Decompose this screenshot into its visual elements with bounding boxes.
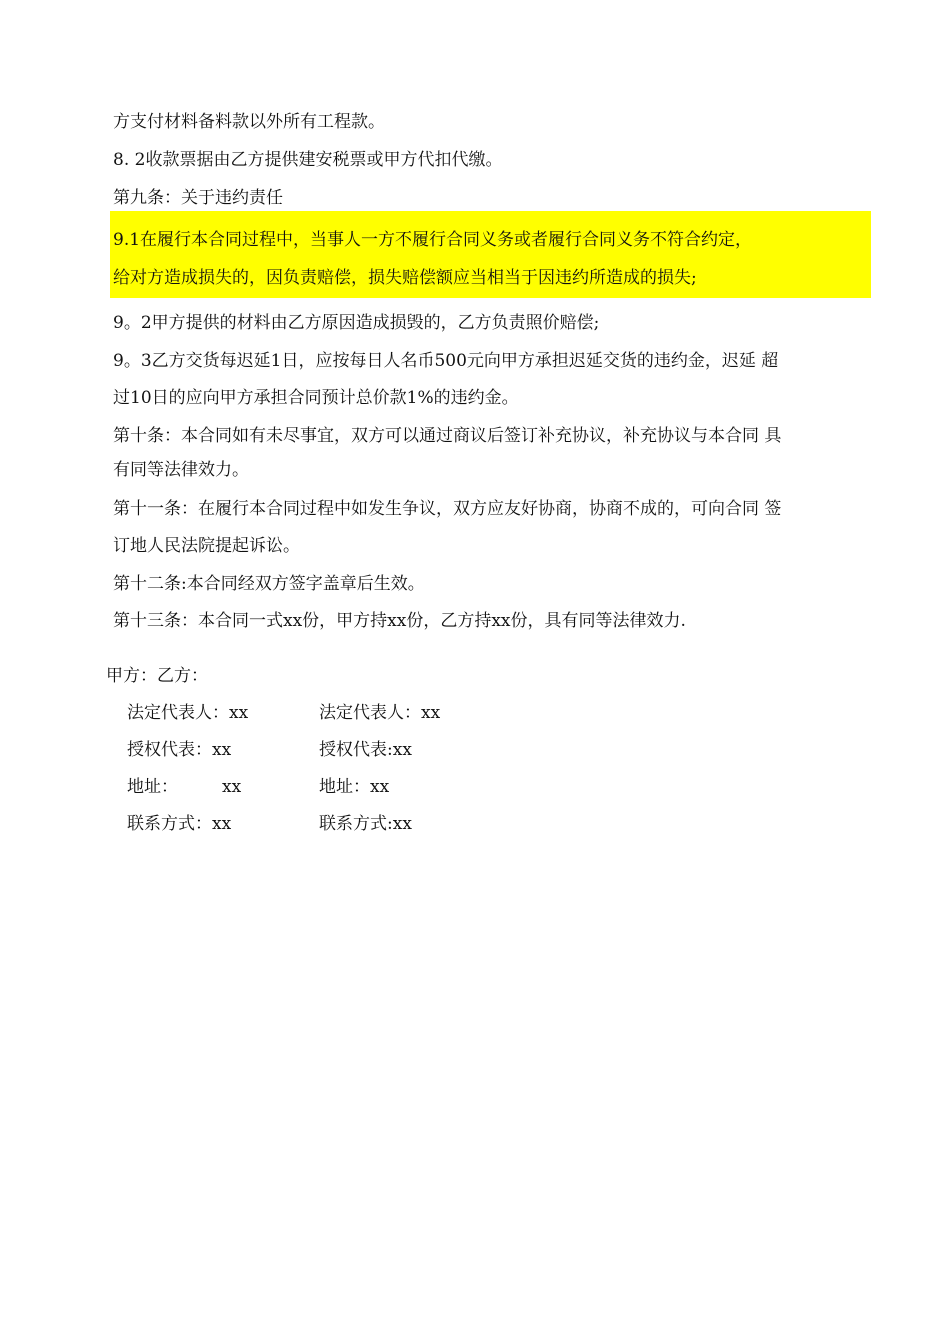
clause-9-1-line-1: 9.1在履行本合同过程中，当事人一方不履行合同义务或者履行合同义务不符合约定， (113, 230, 753, 250)
article-11-line-2: 订地人民法院提起诉讼。 (113, 536, 300, 556)
address-label-party-a: 地址： (127, 777, 178, 797)
authorized-rep-party-a: 授权代表：xx (127, 740, 232, 760)
address-party-b: 地址：xx (319, 777, 390, 797)
contact-party-a: 联系方式：xx (127, 814, 232, 834)
article-10-line-1: 第十条：本合同如有未尽事宜，双方可以通过商议后签订补充协议，补充协议与本合同 具 (113, 426, 782, 446)
article-9-heading: 第九条：关于违约责任 (113, 188, 283, 208)
article-11-line-1: 第十一条：在履行本合同过程中如发生争议，双方应友好协商，协商不成的，可向合同 签 (113, 499, 782, 519)
clause-9-1-line-2: 给对方造成损失的，因负责赔偿，损失赔偿额应当相当于因违约所造成的损失; (113, 268, 697, 288)
signature-parties: 甲方：乙方： (106, 666, 208, 686)
clause-9-3-line-1: 9。3乙方交货每迟延1日，应按每日人名币500元向甲方承担迟延交货的违约金，迟延 超 (113, 351, 779, 371)
highlighted-clause-9-1 (110, 211, 871, 298)
article-10-line-2: 有同等法律效力。 (113, 460, 249, 480)
clause-9-2: 9。2甲方提供的材料由乙方原因造成损毁的，乙方负责照价赔偿; (113, 313, 600, 333)
authorized-rep-party-b: 授权代表:xx (319, 740, 412, 760)
address-value-party-a: xx (222, 777, 242, 797)
text-line-payment: 方支付材料备料款以外所有工程款。 (113, 112, 385, 132)
legal-rep-party-b: 法定代表人：xx (319, 703, 441, 723)
clause-9-3-line-2: 过10日的应向甲方承担合同预计总价款1%的违约金。 (113, 388, 519, 408)
contact-party-b: 联系方式:xx (319, 814, 412, 834)
article-13: 第十三条：本合同一式xx份，甲方持xx份，乙方持xx份，具有同等法律效力. (113, 611, 686, 631)
legal-rep-party-a: 法定代表人：xx (127, 703, 249, 723)
clause-8-2: 8. 2收款票据由乙方提供建安税票或甲方代扣代缴。 (113, 150, 503, 170)
article-12: 第十二条:本合同经双方签字盖章后生效。 (113, 574, 425, 594)
